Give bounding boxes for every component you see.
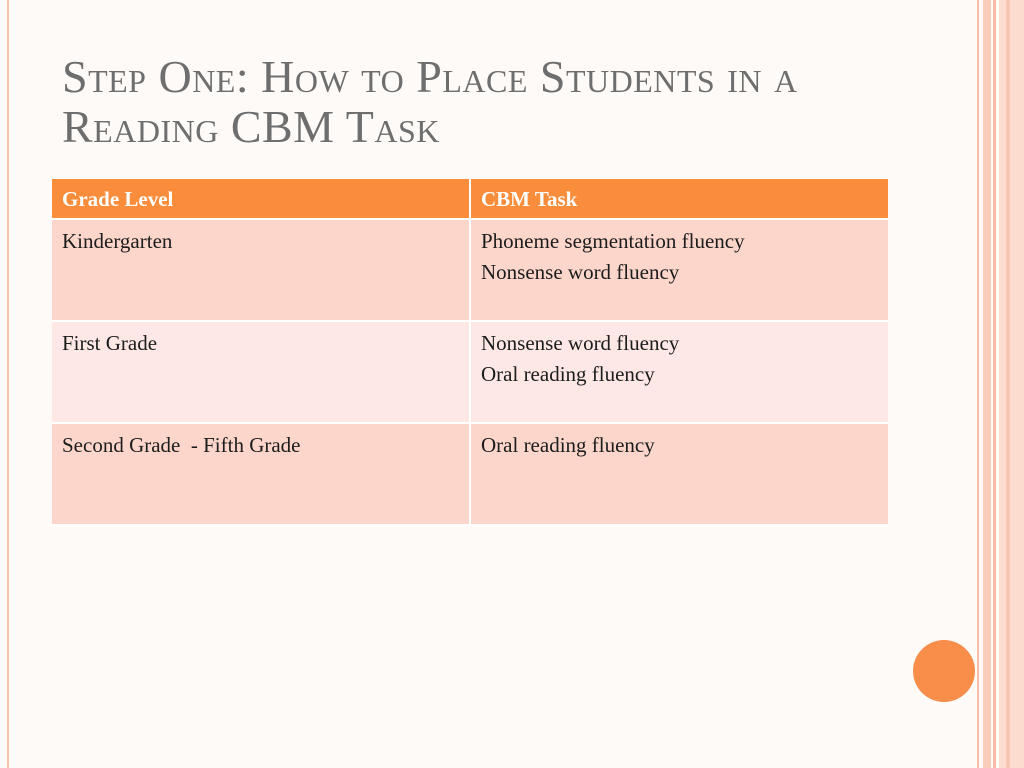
task-cell [471, 424, 888, 526]
task-item: Oral reading fluency [481, 362, 655, 386]
slide-title: Step One: How to Place Students in a Reading CBM Task [62, 51, 798, 152]
stripe [977, 0, 979, 768]
stripe [993, 0, 996, 768]
stripe [999, 0, 1024, 768]
task-item: Nonsense word fluency [481, 260, 680, 284]
cbm-placement-table [52, 179, 888, 526]
task-item: Oral reading fluency [481, 433, 655, 457]
task-cell [471, 322, 888, 424]
table-header-row [52, 179, 888, 220]
grade-cell: First Grade [52, 322, 471, 424]
left-border-line [7, 0, 9, 768]
table-row [52, 322, 888, 424]
stripe [1006, 0, 1010, 768]
header-grade-level: Grade Level [52, 179, 471, 220]
grade-cell: Second Grade - Fifth Grade [52, 424, 471, 526]
stripe [983, 0, 991, 768]
grade-cell: Kindergarten [52, 220, 471, 322]
task-item: Phoneme segmentation fluency [481, 229, 745, 253]
task-cell [471, 220, 888, 322]
task-item: Nonsense word fluency [481, 331, 680, 355]
header-cbm-task: CBM Task [471, 179, 888, 220]
decorative-circle [913, 640, 975, 702]
decorative-stripes [974, 0, 1024, 768]
table-row [52, 424, 888, 526]
table-row [52, 220, 888, 322]
